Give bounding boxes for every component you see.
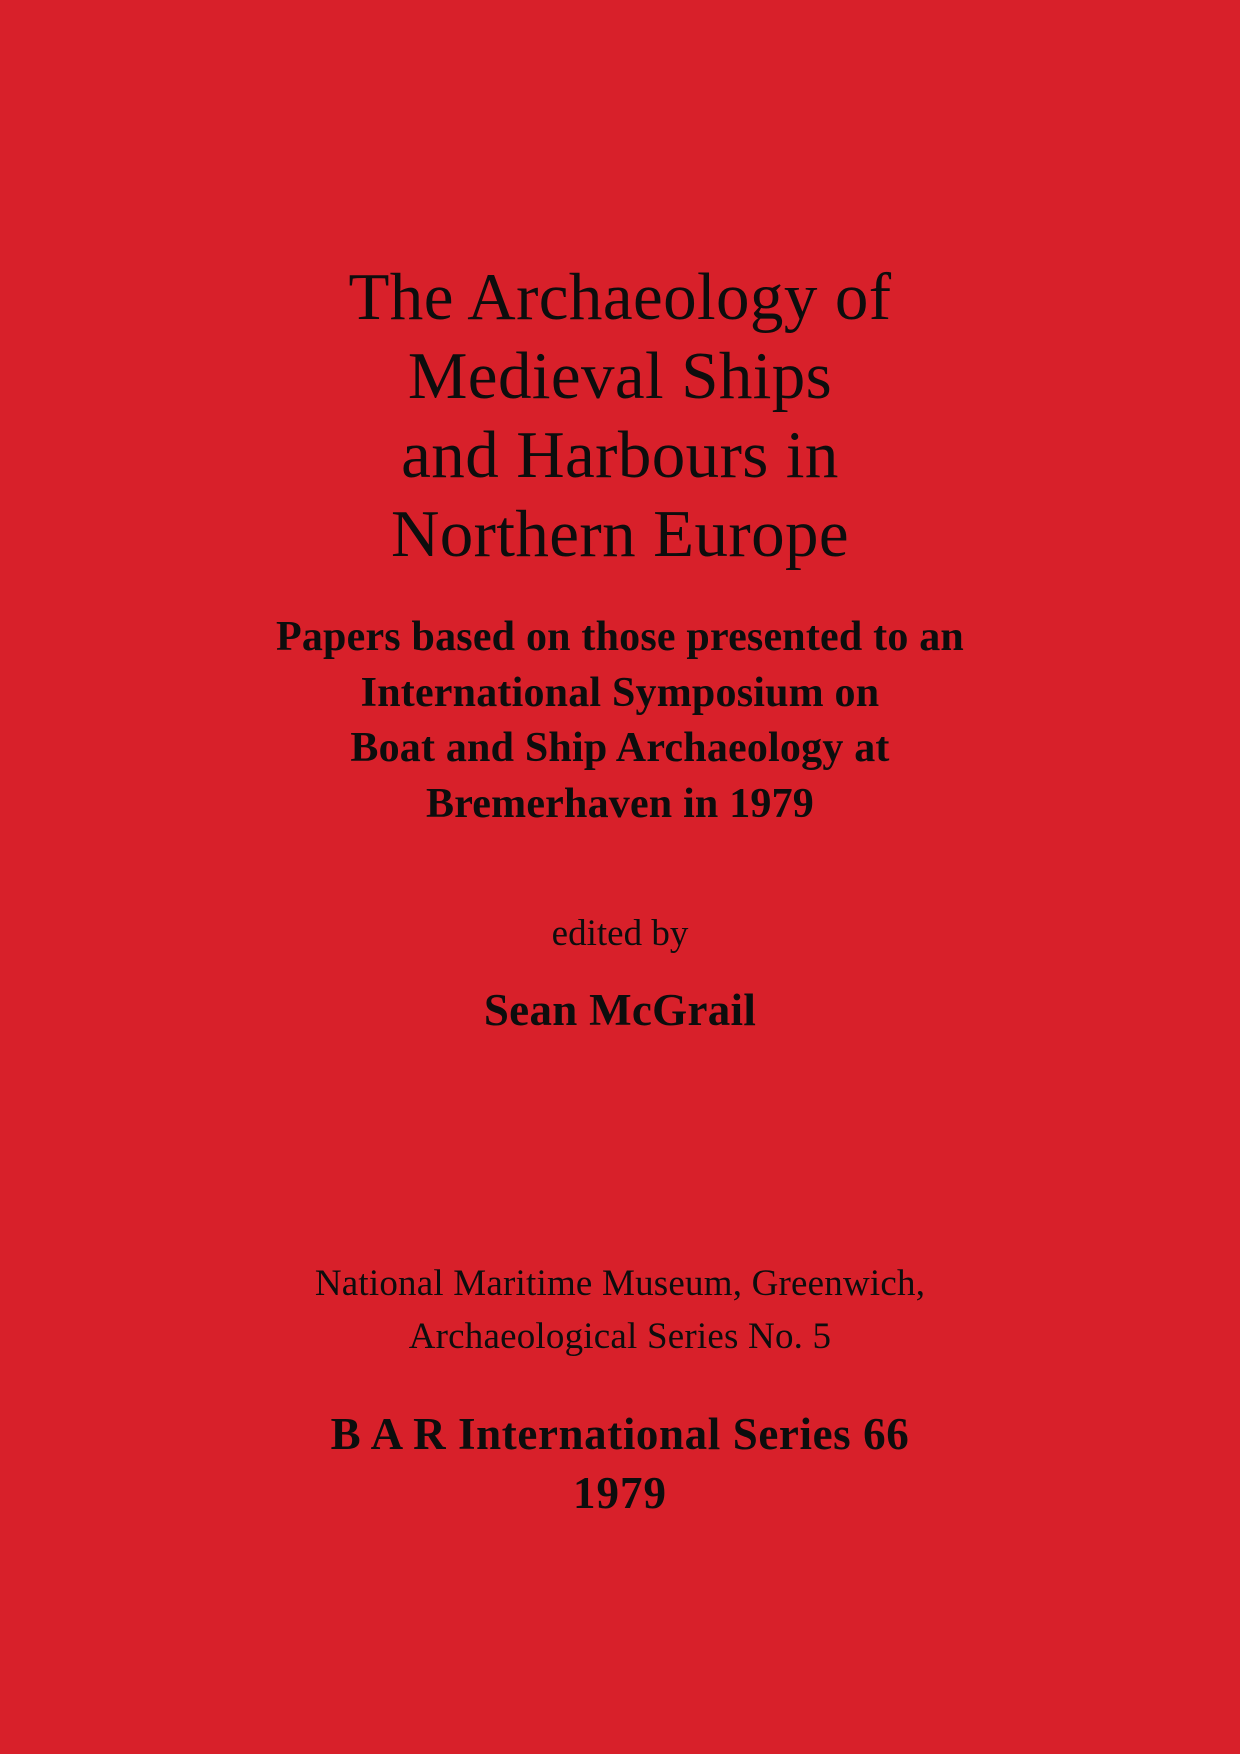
title-line-2: Medieval Ships [407,339,833,414]
imprint-line-2: Archaeological Series No. 5 [408,1315,832,1357]
series-label: B A R International Series 66 [330,1409,910,1460]
editor-name: Sean McGrail [483,985,757,1036]
subtitle-line-3: Boat and Ship Archaeology at [350,725,890,772]
edited-by-label: edited by [551,912,689,954]
title-line-4: Northern Europe [390,497,850,572]
editor-credit [0,910,1240,1036]
subtitle-line-2: International Symposium on [360,669,880,716]
series-info [0,1405,1240,1522]
book-title [0,258,1240,574]
title-line-3: and Harbours in [401,418,839,493]
publisher-imprint [0,1258,1240,1363]
book-subtitle [0,610,1240,832]
imprint-line-1: National Maritime Museum, Greenwich, [314,1263,926,1305]
series-year: 1979 [573,1467,667,1518]
subtitle-line-4: Bremerhaven in 1979 [426,780,814,827]
subtitle-line-1: Papers based on those presented to an [276,614,964,661]
title-line-1: The Archaeology of [348,260,892,334]
